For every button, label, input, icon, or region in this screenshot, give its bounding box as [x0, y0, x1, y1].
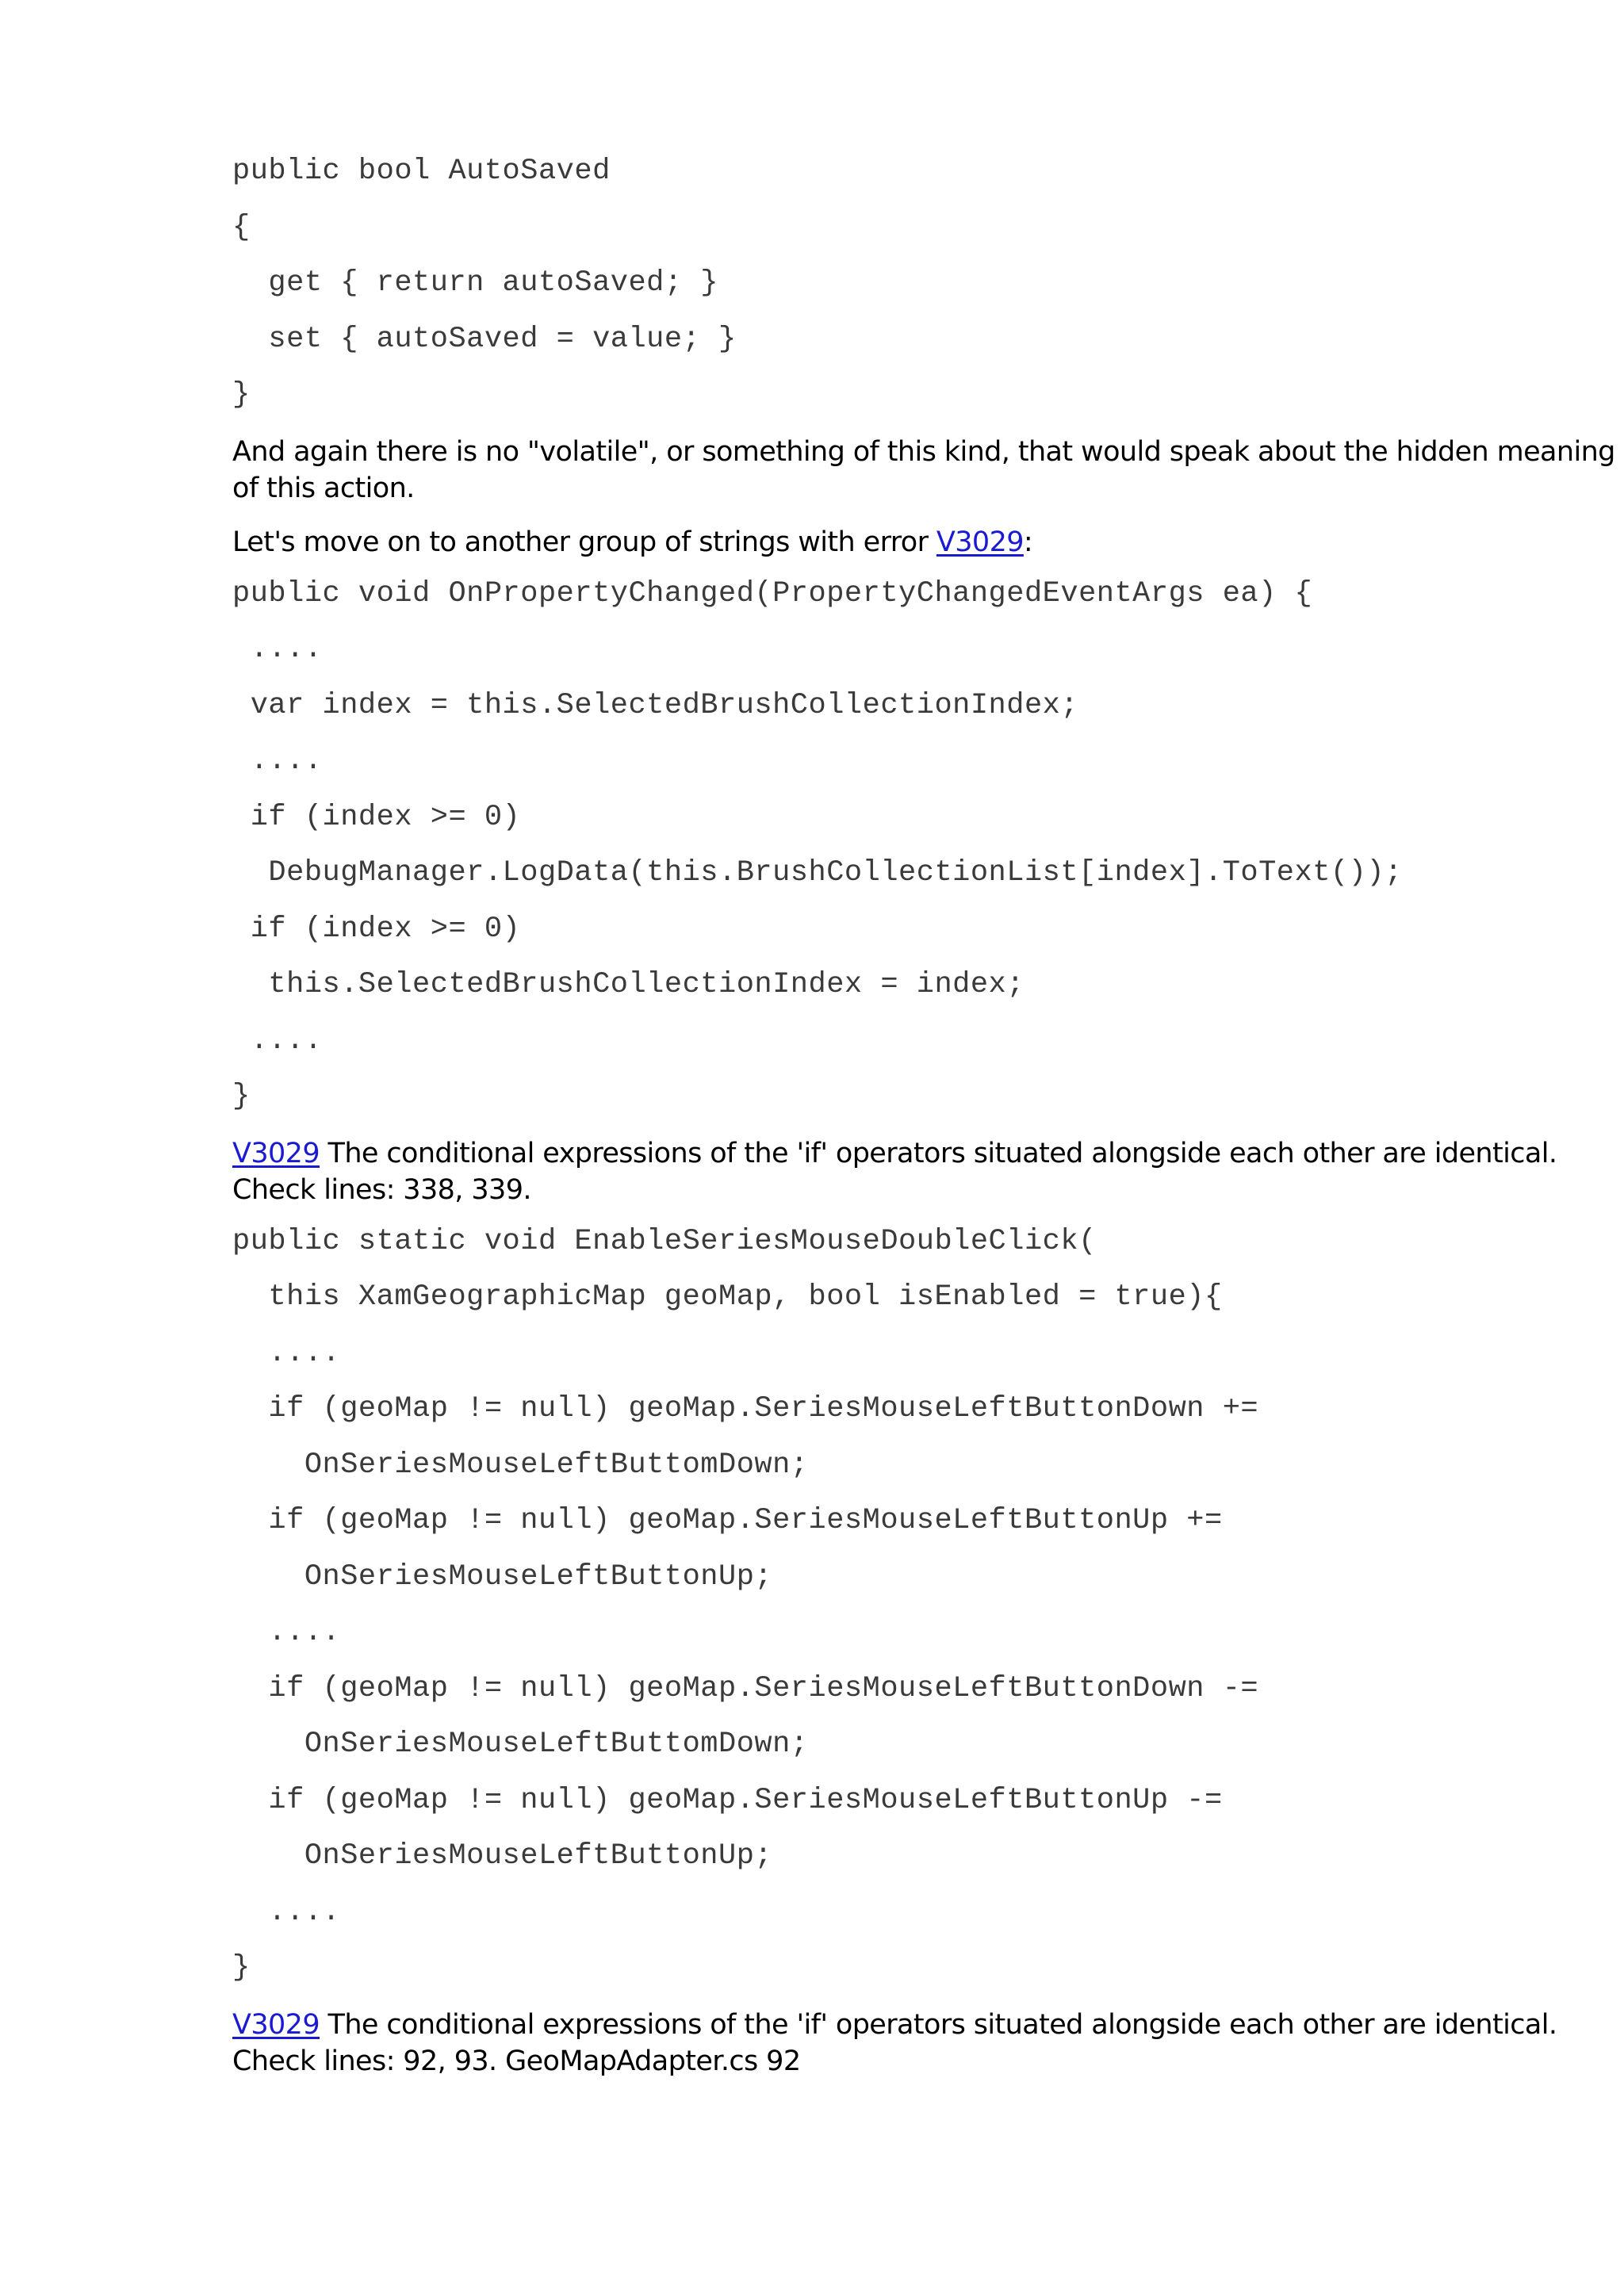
- code-line: OnSeriesMouseLeftButtomDown;: [232, 1728, 809, 1761]
- paragraph-diagnostic-2: [232, 2007, 1557, 2080]
- paragraph-text: The conditional expressions of the 'if' operators situated alongside each other are identical.: [320, 2008, 1557, 2041]
- code-line: var index = this.SelectedBrushCollectionIndex;: [232, 688, 1079, 722]
- paragraph-move-on: [232, 524, 1517, 561]
- code-line: public void OnPropertyChanged(PropertyChangedEventArgs ea) {: [232, 576, 1313, 610]
- code-line: ....: [232, 744, 323, 778]
- code-line: set { autoSaved = value; }: [232, 322, 737, 356]
- code-line: if (geoMap != null) geoMap.SeriesMouseLeftButtonUp -=: [232, 1783, 1223, 1817]
- paragraph-line: Check lines: 92, 93. GeoMapAdapter.cs 92: [232, 2045, 801, 2077]
- code-line: OnSeriesMouseLeftButtonUp;: [232, 1559, 773, 1594]
- code-line: ....: [232, 1336, 341, 1370]
- code-block-onpropertychanged: [232, 573, 1517, 1132]
- code-line: this XamGeographicMap geoMap, bool isEnabled = true){: [232, 1280, 1223, 1314]
- code-line: {: [232, 210, 251, 244]
- paragraph-line: Check lines: 338, 339.: [232, 1173, 531, 1206]
- paragraph-volatile: [232, 434, 1615, 507]
- code-line: }: [232, 378, 251, 411]
- code-line: ....: [232, 1895, 341, 1929]
- code-line: if (index >= 0): [232, 800, 521, 834]
- code-line: ....: [232, 1616, 341, 1649]
- code-line: ....: [232, 633, 323, 666]
- code-line: if (geoMap != null) geoMap.SeriesMouseLeftButtonDown +=: [232, 1392, 1259, 1425]
- v3029-link[interactable]: V3029: [232, 2008, 320, 2041]
- v3029-link[interactable]: V3029: [232, 1137, 320, 1169]
- paragraph-diagnostic-1: [232, 1135, 1557, 1208]
- code-line: OnSeriesMouseLeftButtomDown;: [232, 1448, 809, 1482]
- code-line: if (index >= 0): [232, 912, 521, 946]
- code-line: }: [232, 1080, 251, 1113]
- document-content: [232, 151, 1615, 2080]
- code-line: public static void EnableSeriesMouseDoubleClick(: [232, 1224, 1097, 1258]
- code-block-autosaved: [232, 151, 1517, 430]
- paragraph-text: The conditional expressions of the 'if' operators situated alongside each other are identical.: [320, 1137, 1557, 1169]
- code-line: }: [232, 1951, 251, 1984]
- v3029-link[interactable]: V3029: [936, 526, 1024, 558]
- code-line: public bool AutoSaved: [232, 155, 611, 188]
- code-line: get { return autoSaved; }: [232, 266, 718, 300]
- code-block-enableseries: [232, 1221, 1517, 2003]
- code-line: if (geoMap != null) geoMap.SeriesMouseLeftButtonUp +=: [232, 1504, 1223, 1537]
- code-line: this.SelectedBrushCollectionIndex = index;: [232, 968, 1025, 1001]
- code-line: ....: [232, 1024, 323, 1058]
- paragraph-text: Let's move on to another group of strings with error: [232, 526, 936, 558]
- code-line: DebugManager.LogData(this.BrushCollectionList[index].ToText());: [232, 856, 1403, 890]
- code-line: if (geoMap != null) geoMap.SeriesMouseLeftButtonDown -=: [232, 1671, 1259, 1705]
- paragraph-line: And again there is no "volatile", or something of this kind, that would speak about the hidden meaning: [232, 435, 1615, 468]
- paragraph-line: of this action.: [232, 472, 415, 504]
- paragraph-text: :: [1023, 526, 1033, 558]
- code-line: OnSeriesMouseLeftButtonUp;: [232, 1839, 773, 1873]
